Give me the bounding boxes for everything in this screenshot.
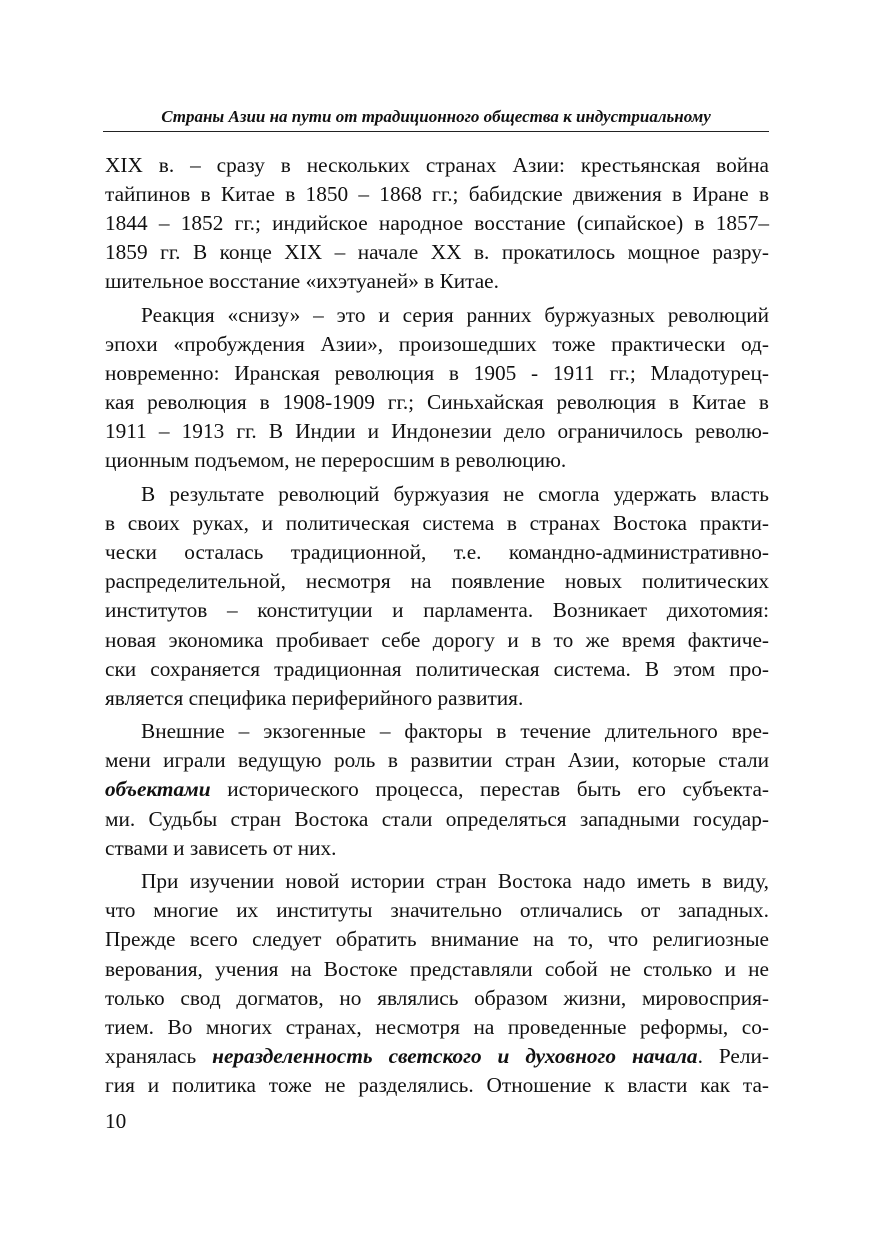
text-line: 1859 гг. В конце XIX – начале XX в. прокатилось мощное разру- <box>105 240 769 265</box>
text-line: ски сохраняется традиционная политическая система. В этом про- <box>105 656 769 681</box>
page-number: 10 <box>105 1109 127 1133</box>
text-line: Прежде всего следует обратить внимание на то, что религиозные <box>105 927 769 952</box>
text-line: в своих руках, и политическая система в странах Востока практи- <box>105 511 769 536</box>
text-line: что многие их институты значительно отличались от западных. <box>105 898 769 923</box>
text-line: распределительной, несмотря на появление новых политических <box>105 569 769 594</box>
text-line: Реакция «снизу» – это и серия ранних буржуазных революций <box>141 302 769 327</box>
body-text <box>105 151 769 1100</box>
text-line-with-emphasis <box>105 1042 769 1071</box>
paragraph-4 <box>105 717 769 862</box>
text-line: ционным подъемом, не переросшим в революцию. <box>105 448 567 473</box>
text-run: . Рели- <box>697 1043 769 1068</box>
text-line: институтов – конституции и парламента. Возникает дихотомия: <box>105 598 769 623</box>
text-line: шительное восстание «ихэтуаней» в Китае. <box>105 269 499 294</box>
text-line: ми. Судьбы стран Востока стали определяться западными государ- <box>105 806 769 831</box>
text-line: 1911 – 1913 гг. В Индии и Индонезии дело ограничилось револю- <box>105 419 769 444</box>
emphasis-inseparability: неразделенность светского и духовного начала <box>212 1043 698 1068</box>
text-line: ствами и зависеть от них. <box>105 835 337 860</box>
text-line: В результате революций буржуазия не смогла удержать власть <box>141 482 769 507</box>
paragraph-3 <box>105 480 769 713</box>
text-line: тайпинов в Китае в 1850 – 1868 гг.; бабидские движения в Иране в <box>105 182 769 207</box>
running-header: Страны Азии на пути от традиционного общества к индустриальному <box>161 107 711 126</box>
text-line: 1844 – 1852 гг.; индийское народное восстание (сипайское) в 1857– <box>105 211 769 236</box>
text-line: тием. Во многих странах, несмотря на проведенные реформы, со- <box>105 1014 769 1039</box>
text-line: Внешние – экзогенные – факторы в течение длительного вре- <box>141 719 769 744</box>
text-line: новая экономика пробивает себе дорогу и в то же время фактиче- <box>105 627 769 652</box>
paragraph-2 <box>105 301 769 476</box>
text-line: гия и политика тоже не разделялись. Отношение к власти как та- <box>105 1072 769 1097</box>
text-line: эпохи «пробуждения Азии», произошедших тоже практически од- <box>105 332 769 357</box>
text-line: кая революция в 1908-1909 гг.; Синьхайская революция в Китае в <box>105 390 769 415</box>
text-line: мени играли ведущую роль в развитии стран Азии, которые стали <box>105 748 769 773</box>
text-line: новременно: Иранская революция в 1905 - 1911 гг.; Младотурец- <box>105 361 769 386</box>
header-rule <box>103 131 769 132</box>
text-line: При изучении новой истории стран Востока надо иметь в виду, <box>141 869 769 894</box>
text-line-with-emphasis <box>105 775 769 804</box>
text-line: только свод догматов, но являлись образом жизни, мировосприя- <box>105 985 769 1010</box>
text-line: XIX в. – сразу в нескольких странах Азии: крестьянская война <box>105 153 769 177</box>
text-line: чески осталась традиционной, т.е. командно-административно- <box>105 540 769 565</box>
paragraph-1 <box>105 151 769 296</box>
paragraph-5 <box>105 867 769 1100</box>
text-line: верования, учения на Востоке представляли собой не столько и не <box>105 956 769 981</box>
emphasis-objects: объектами <box>105 777 211 802</box>
text-run: исторического процесса, перестав быть его субъекта- <box>210 777 769 802</box>
text-line: является специфика периферийного развития. <box>105 685 524 710</box>
text-run: хранялась <box>105 1043 213 1068</box>
